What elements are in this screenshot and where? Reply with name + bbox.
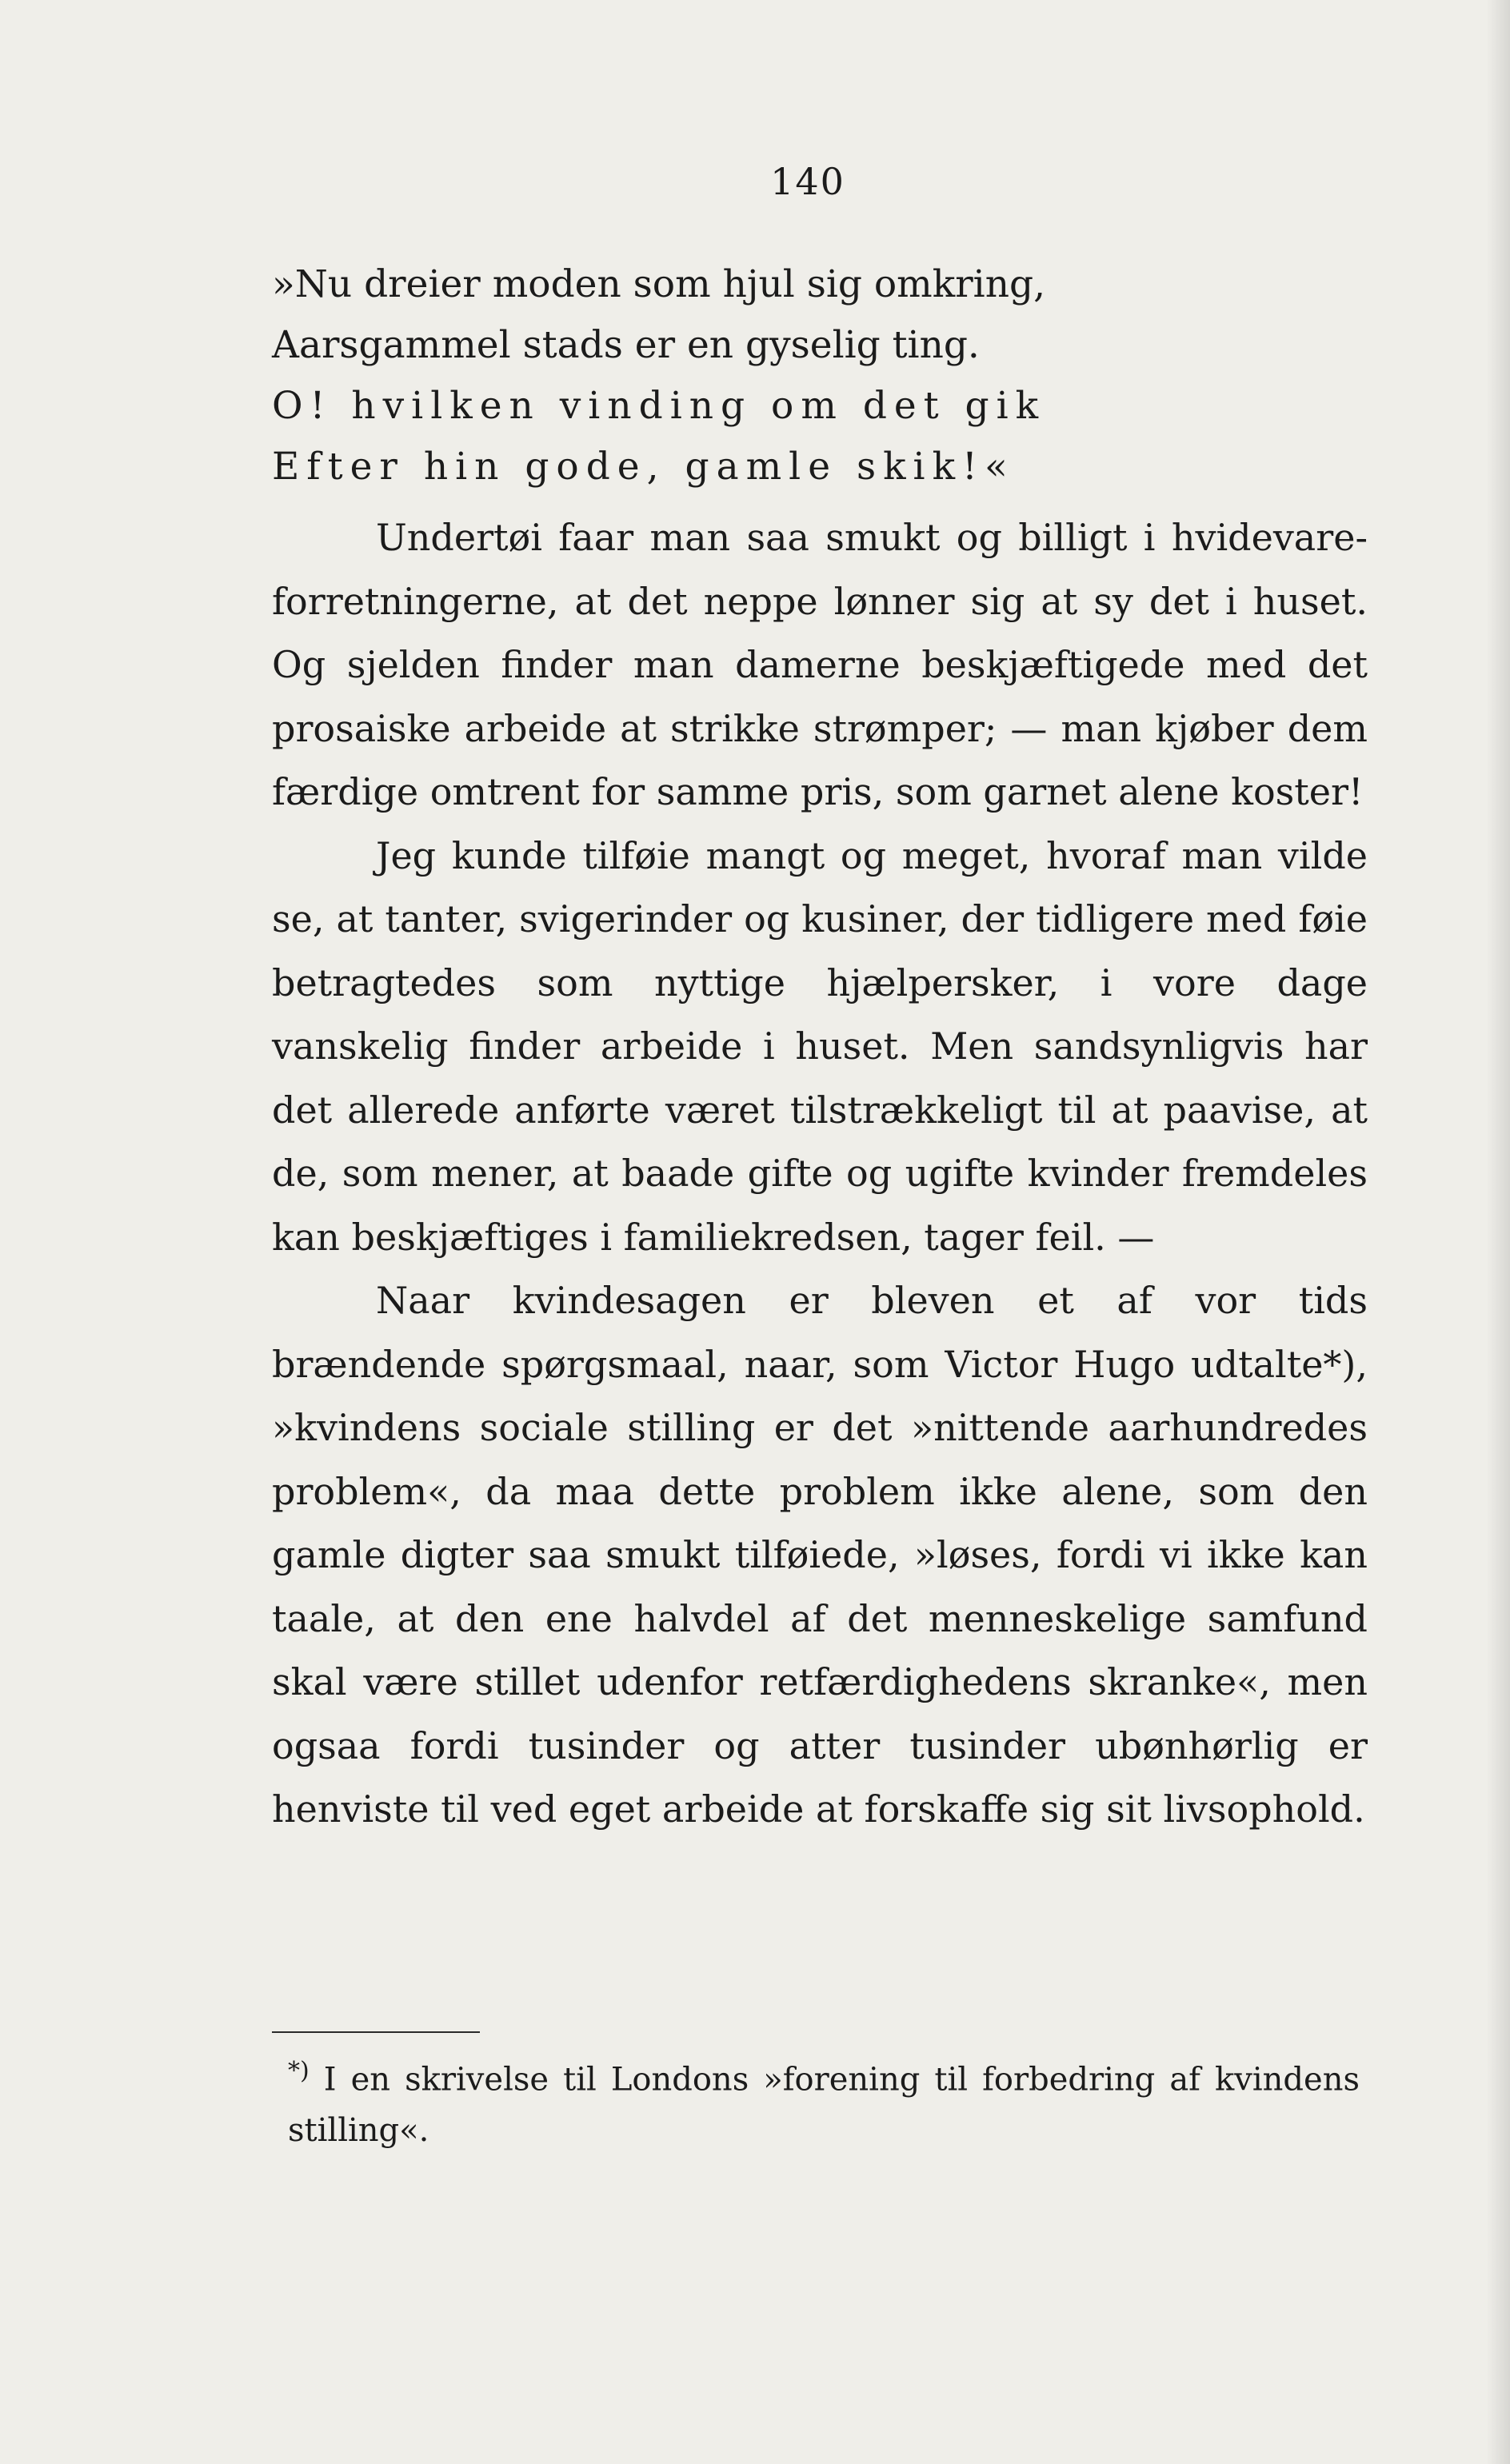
verse-line: O! hvilken vinding om det gik (272, 384, 1046, 428)
body-text (272, 506, 1368, 1842)
paragraph: Undertøi faar man saa smukt og billigt i hvidevare-forretningerne, at det neppe lønner sig at sy det i huset. Og sjelden finder man damerne beskjæftigede med det prosaiske arbeide at strikke strømper; — man kjøber dem færdige omtrent for samme pris, som garnet alene koster! (272, 516, 1368, 813)
footnote-divider (272, 2031, 480, 2033)
verse-line: Aarsgammel stads er en gyselig ting. (272, 323, 980, 367)
page-edge-shadow (1486, 0, 1510, 2464)
paragraph: Naar kvindesagen er bleven et af vor tids brændende spørgsmaal, naar, som Victor Hugo udtalte*), »kvindens sociale stilling er det »nittende aarhundredes problem«, da maa dette problem ikke alene, som den gamle digter saa smukt tilføiede, »løses, fordi vi ikke kan taale, at den ene halvdel af det menneskelige samfund skal være stillet udenfor retfærdighedens skranke«, men ogsaa fordi tusinder og atter tusinder ubønhørlig er henviste til ved eget arbeide at forskaffe sig sit livsophold. (272, 1279, 1368, 1831)
verse-line: Efter hin gode, gamle skik!« (272, 445, 1015, 489)
footnote-marker: *) (288, 2057, 310, 2085)
verse-stanza (272, 254, 1368, 497)
footnote-text: I en skrivelse til Londons »forening til forbedring af kvindens stilling«. (288, 2061, 1360, 2150)
verse-line: »Nu dreier moden som hjul sig omkring, (272, 262, 1046, 306)
page-number: 140 (770, 160, 845, 203)
paragraph: Jeg kunde tilføie mangt og meget, hvoraf man vilde se, at tanter, svigerinder og kusiner, der tidligere med føie betragtedes som nyttige hjælpersker, i vore dage vanskelig finder arbeide i huset. Men sandsynligvis har det allerede anførte været tilstrækkeligt til at paavise, at de, som mener, at baade gifte og ugifte kvinder fremdeles kan beskjæftiges i familiekredsen, tager feil. — (272, 833, 1368, 1259)
footnote (288, 2046, 1360, 2156)
